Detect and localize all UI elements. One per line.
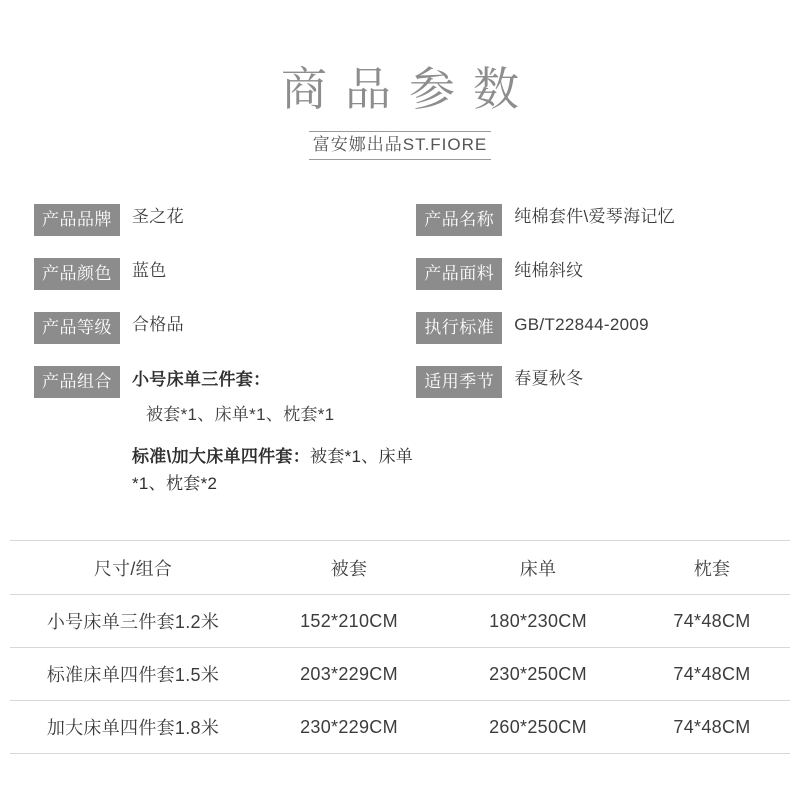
table-row	[10, 648, 790, 701]
spec-value-name: 纯棉套件\爱琴海记忆	[514, 207, 675, 227]
spec-label-grade: 产品等级	[34, 312, 120, 344]
table-header-cell: 床单	[442, 541, 634, 595]
spec-label-name: 产品名称	[416, 204, 502, 236]
spec-row	[34, 366, 766, 497]
combo-small-title: 小号床单三件套：	[132, 370, 271, 390]
spec-value-season: 春夏秋冬	[514, 369, 584, 389]
spec-label-combination: 产品组合	[34, 366, 120, 398]
spec-value-grade: 合格品	[132, 315, 184, 335]
table-row	[10, 595, 790, 648]
spec-row	[34, 204, 766, 236]
spec-value-brand: 圣之花	[132, 207, 184, 227]
table-cell: 152*210CM	[256, 595, 442, 648]
spec-item-combination	[34, 366, 416, 497]
spec-item-fabric	[416, 258, 766, 290]
page-subtitle: 富安娜出品ST.FIORE	[309, 131, 492, 160]
table-cell: 74*48CM	[634, 648, 790, 701]
table-header-row	[10, 541, 790, 595]
combo-standard-title: 标准\加大床单四件套：	[132, 446, 311, 466]
table-cell: 230*250CM	[442, 648, 634, 701]
spec-row	[34, 312, 766, 344]
page-header	[0, 0, 800, 160]
table-cell: 230*229CM	[256, 701, 442, 754]
spec-value-standard: GB/T22844-2009	[514, 315, 649, 335]
spec-label-season: 适用季节	[416, 366, 502, 398]
spec-value-fabric: 纯棉斜纹	[514, 261, 584, 281]
table-cell: 加大床单四件套1.8米	[10, 701, 256, 754]
spec-item-standard	[416, 312, 766, 344]
spec-label-color: 产品颜色	[34, 258, 120, 290]
table-row	[10, 701, 790, 754]
table-header-cell: 枕套	[634, 541, 790, 595]
table-cell: 180*230CM	[442, 595, 634, 648]
table-cell: 74*48CM	[634, 595, 790, 648]
spec-item-season	[416, 366, 766, 497]
spec-list	[0, 204, 800, 497]
spec-label-brand: 产品品牌	[34, 204, 120, 236]
spec-value-color: 蓝色	[132, 261, 167, 281]
spec-item-name	[416, 204, 766, 236]
spec-label-fabric: 产品面料	[416, 258, 502, 290]
table-cell: 74*48CM	[634, 701, 790, 754]
combo-small-items: 被套*1、床单*1、枕套*1	[146, 405, 335, 425]
table-cell: 标准床单四件套1.5米	[10, 648, 256, 701]
spec-label-standard: 执行标准	[416, 312, 502, 344]
size-table-body	[10, 595, 790, 754]
spec-row	[34, 258, 766, 290]
size-table-head	[10, 541, 790, 595]
combo-standard-items: 被套*1、床单*1、枕套*2	[132, 446, 414, 493]
size-table	[10, 540, 790, 754]
table-header-cell: 被套	[256, 541, 442, 595]
table-cell: 203*229CM	[256, 648, 442, 701]
spec-item-color	[34, 258, 416, 290]
table-header-cell: 尺寸/组合	[10, 541, 256, 595]
page-subtitle-wrap	[0, 131, 800, 160]
spec-value-combination	[132, 366, 416, 497]
spec-item-grade	[34, 312, 416, 344]
table-cell: 小号床单三件套1.2米	[10, 595, 256, 648]
spec-item-brand	[34, 204, 416, 236]
table-cell: 260*250CM	[442, 701, 634, 754]
combo-standard-line	[132, 443, 416, 497]
page-title: 商品参数	[281, 62, 537, 116]
